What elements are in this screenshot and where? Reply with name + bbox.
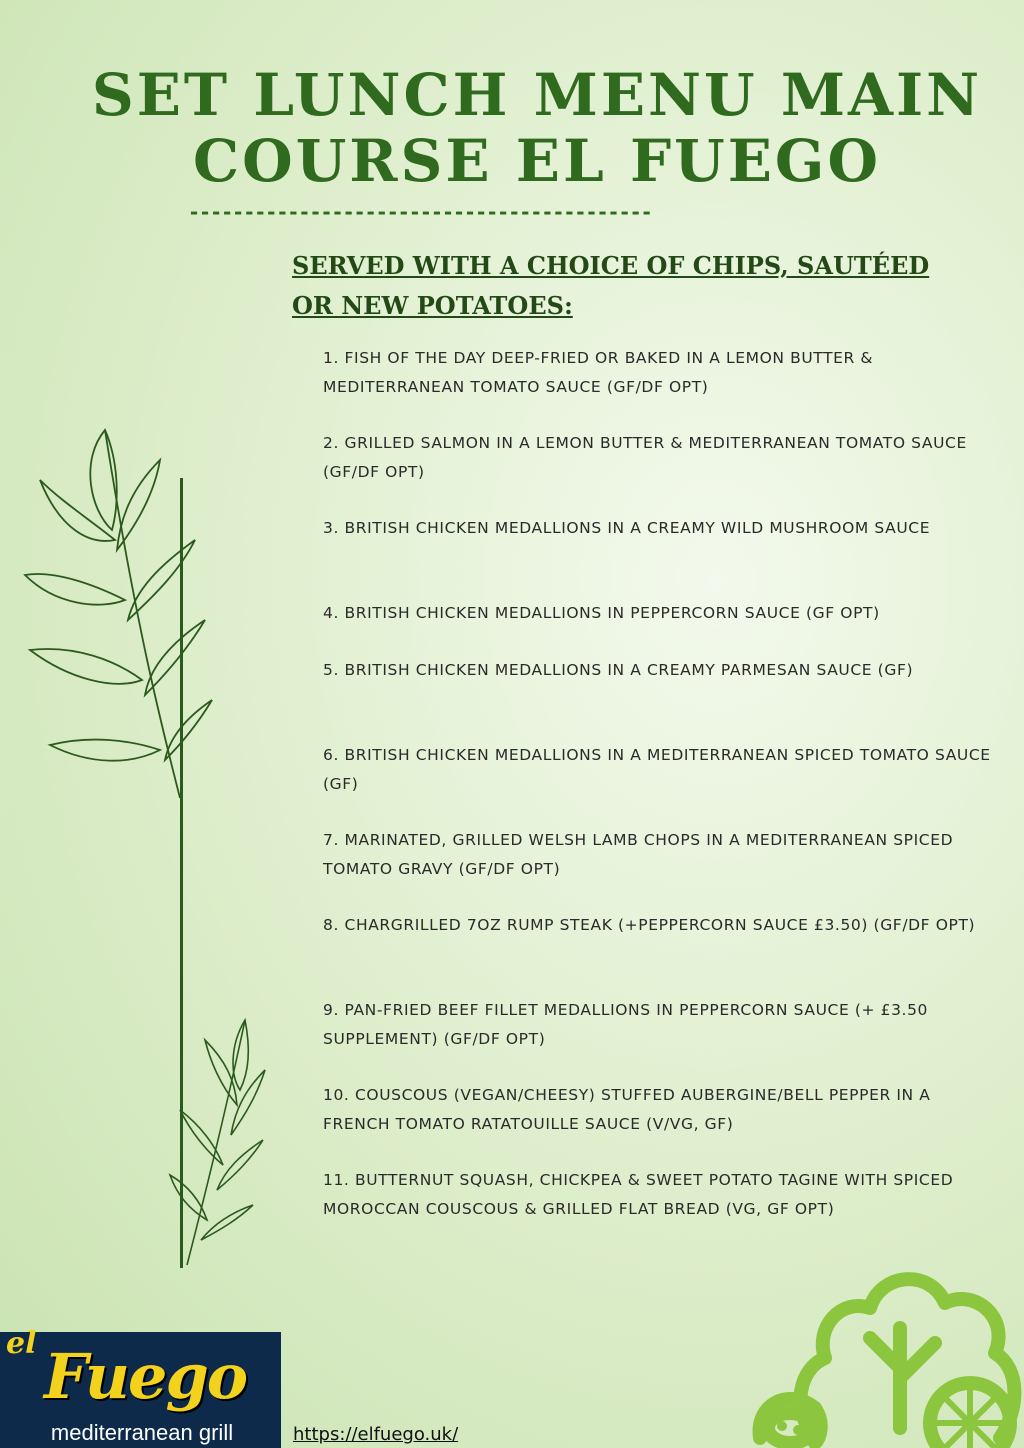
page-title: SET LUNCH MENU MAIN COURSE EL FUEGO	[91, 61, 983, 195]
menu-item-list	[323, 344, 1003, 1251]
menu-item: 5. BRITISH CHICKEN MEDALLIONS IN A CREAMY PARMESAN SAUCE (GF)	[323, 661, 914, 679]
menu-item: 1. FISH OF THE DAY DEEP-FRIED OR BAKED IN A LEMON BUTTER & MEDITERRANEAN TOMATO SAUCE (GF/DF OPT)	[323, 349, 874, 396]
salad-bowl-icon	[720, 1228, 1024, 1448]
menu-item: 7. MARINATED, GRILLED WELSH LAMB CHOPS IN A MEDITERRANEAN SPICED TOMATO GRAVY (GF/DF OPT)	[323, 831, 954, 878]
menu-subtitle: SERVED WITH A CHOICE OF CHIPS, SAUTÉED OR NEW POTATOES:	[292, 251, 930, 320]
el-fuego-logo	[0, 1326, 281, 1448]
logo-fuego-text: Fuego	[44, 1340, 247, 1413]
leaf-branch-icon	[165, 1015, 275, 1275]
menu-item: 6. BRITISH CHICKEN MEDALLIONS IN A MEDITERRANEAN SPICED TOMATO SAUCE (GF)	[323, 746, 991, 793]
menu-item: 4. BRITISH CHICKEN MEDALLIONS IN PEPPERCORN SAUCE (GF OPT)	[323, 604, 880, 622]
menu-item: 10. COUSCOUS (VEGAN/CHEESY) STUFFED AUBERGINE/BELL PEPPER IN A FRENCH TOMATO RATATOUILLE SAUCE (V/VG, GF)	[323, 1086, 931, 1133]
logo-el-text: el	[6, 1326, 37, 1361]
menu-item: 11. BUTTERNUT SQUASH, CHICKPEA & SWEET POTATO TAGINE WITH SPICED MOROCCAN COUSCOUS & GRILLED FLAT BREAD (VG, GF OPT)	[323, 1171, 954, 1218]
title-divider: ------------------------------------------	[188, 200, 652, 224]
menu-item: 8. CHARGRILLED 7OZ RUMP STEAK (+PEPPERCORN SAUCE £3.50) (GF/DF OPT)	[323, 916, 976, 934]
menu-item: 3. BRITISH CHICKEN MEDALLIONS IN A CREAMY WILD MUSHROOM SAUCE	[323, 519, 931, 537]
leaf-branch-icon	[20, 420, 220, 810]
menu-item: 9. PAN-FRIED BEEF FILLET MEDALLIONS IN PEPPERCORN SAUCE (+ £3.50 SUPPLEMENT) (GF/DF OPT)	[323, 1001, 929, 1048]
menu-item: 2. GRILLED SALMON IN A LEMON BUTTER & MEDITERRANEAN TOMATO SAUCE (GF/DF OPT)	[323, 434, 967, 481]
website-link[interactable]: https://elfuego.uk/	[293, 1424, 459, 1445]
logo-tagline: mediterranean grill	[4, 1420, 280, 1446]
